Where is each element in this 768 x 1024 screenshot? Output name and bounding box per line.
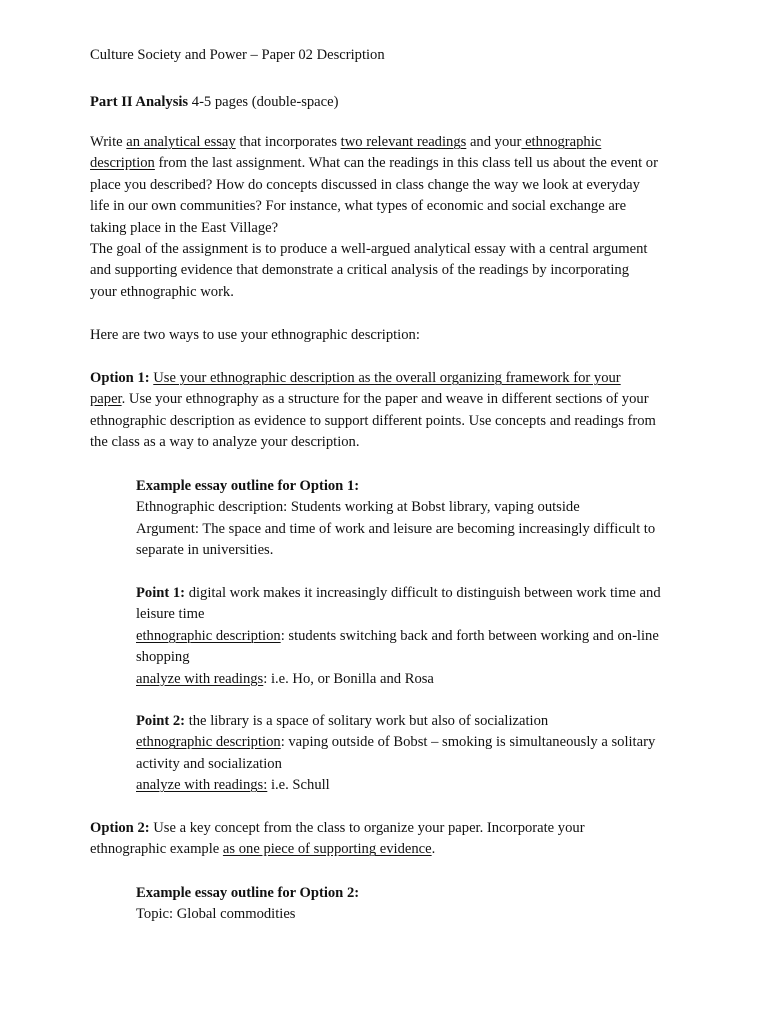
point2-description: activity and socialization <box>136 755 282 772</box>
part2-heading-label: Part II Analysis <box>90 94 189 110</box>
intro-text: The goal of the assignment is to produce a well-argued analytical essay with a central argument <box>90 241 648 258</box>
option1-underlined: Use your ethnographic description as the overall organizing framework for your <box>153 370 621 386</box>
point1-block <box>136 583 681 690</box>
example2-topic: Topic: Global commodities <box>136 906 296 923</box>
intro-text: your ethnographic work. <box>90 283 234 300</box>
point2-text: the library is a space of solitary work but also of socialization <box>185 713 549 729</box>
intro-paragraph <box>90 132 680 303</box>
point1-description: : students switching back and forth between working and on-line <box>280 627 659 644</box>
intro-text: taking place in the East Village? <box>90 219 279 236</box>
option1-text: the class as a way to analyze your description. <box>90 434 360 451</box>
example1-heading: Example essay outline for Option 1: <box>136 478 360 494</box>
point2-analyze: i.e. Schull <box>267 777 330 794</box>
example2-outline <box>136 883 681 926</box>
point2-label: Point 2: <box>136 713 186 729</box>
option1-label: Option 1: <box>90 370 150 386</box>
intro-underlined: description <box>90 155 155 172</box>
example1-outline <box>136 476 681 562</box>
part2-length: 4-5 pages (double-space) <box>188 94 339 110</box>
point1-label: Point 1: <box>136 585 186 601</box>
part2-heading <box>90 92 680 113</box>
example2-heading: Example essay outline for Option 2: <box>136 885 360 901</box>
intro-text: Write <box>90 134 127 150</box>
option1-underlined: paper <box>90 391 122 408</box>
option2-text: ethnographic example <box>90 841 223 858</box>
intro-text: life in our own communities? For instance, what types of economic and social exchange are <box>90 198 627 215</box>
intro-text: place you described? How do concepts discussed in class change the way we look at everyday <box>90 176 640 193</box>
intro-text: that incorporates <box>235 134 341 150</box>
intro-text: and your <box>466 134 522 150</box>
example1-description: Ethnographic description: Students working at Bobst library, vaping outside <box>136 499 580 516</box>
title-text: Culture Society and Power – Paper 02 Description <box>90 47 385 63</box>
intro-underlined: an analytical essay <box>126 134 236 150</box>
ways-paragraph <box>90 325 680 346</box>
option2-text: Use a key concept from the class to organize your paper. Incorporate your <box>149 820 585 836</box>
example1-argument: Argument: The space and time of work and leisure are becoming increasingly difficult to <box>136 520 656 537</box>
option1-text: . Use your ethnography as a structure for the paper and weave in different sections of your <box>121 391 649 408</box>
intro-text: and supporting evidence that demonstrate a critical analysis of the readings by incorporating <box>90 262 629 279</box>
point1-description: shopping <box>136 649 190 666</box>
point2-description-label: ethnographic description <box>136 734 281 751</box>
option2-label: Option 2: <box>90 820 150 836</box>
option1-text: ethnographic description as evidence to support different points. Use concepts and readings from <box>90 412 656 429</box>
point1-analyze: : i.e. Ho, or Bonilla and Rosa <box>263 670 434 687</box>
example1-argument: separate in universities. <box>136 542 274 559</box>
point1-analyze-label: analyze with readings <box>136 670 264 687</box>
intro-text: from the last assignment. What can the readings in this class tell us about the event or <box>154 155 658 172</box>
point2-description: : vaping outside of Bobst – smoking is simultaneously a solitary <box>280 734 656 751</box>
point2-block <box>136 711 681 797</box>
point1-description-label: ethnographic description <box>136 627 281 644</box>
option1-paragraph <box>90 368 680 454</box>
point2-analyze-label: analyze with readings: <box>136 777 268 794</box>
intro-underlined: two relevant readings <box>340 134 467 150</box>
option2-text: . <box>431 841 436 858</box>
point1-text: digital work makes it increasingly difficult to distinguish between work time and <box>185 585 661 601</box>
intro-underlined: ethnographic <box>521 134 602 150</box>
point1-text: leisure time <box>136 606 205 623</box>
option2-paragraph <box>90 818 680 861</box>
document-title <box>90 45 680 66</box>
ways-text: Here are two ways to use your ethnographic description: <box>90 327 420 343</box>
option2-underlined: as one piece of supporting evidence <box>222 841 432 858</box>
